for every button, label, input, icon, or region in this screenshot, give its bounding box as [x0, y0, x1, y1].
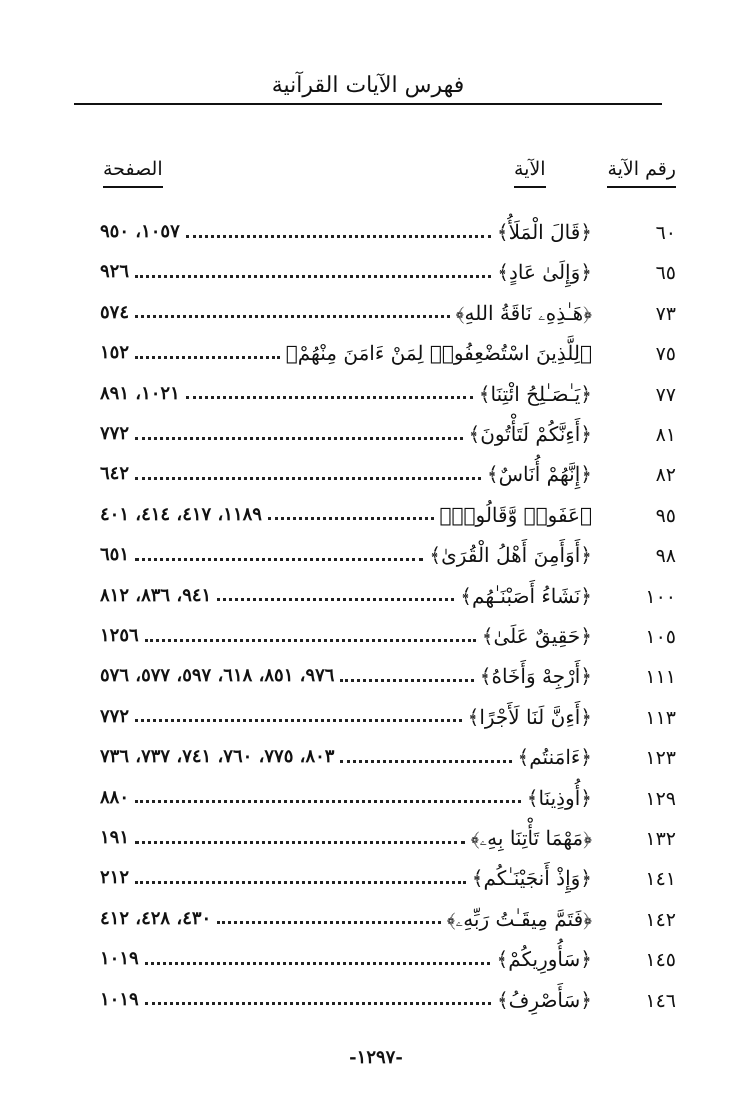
- index-row: [0, 377, 752, 417]
- index-row: [0, 579, 752, 619]
- ayah-entry: [100, 298, 592, 328]
- dot-leader: [340, 760, 511, 763]
- dot-leader: [268, 517, 434, 520]
- dot-leader: [217, 921, 441, 924]
- ayah-text: ﴿مَهْمَا تَأْتِنَا بِهِۦ﴾: [470, 826, 592, 850]
- ayah-number: ٧٧: [655, 383, 676, 406]
- ayah-number: ٨٢: [655, 464, 676, 487]
- ayah-entry: [100, 904, 592, 934]
- ayah-text: ﴿أَوَأَمِنَ أَهْلُ الْقُرَىٰ﴾: [429, 543, 592, 568]
- page-references: ١٥٢: [100, 342, 130, 364]
- page-references: ٦٥١: [100, 544, 130, 566]
- dot-leader: [135, 800, 521, 803]
- index-row: [0, 538, 752, 578]
- ayah-entry: [100, 783, 592, 813]
- ayah-text: ﴿حَقِيقٌ عَلَىٰ﴾: [481, 624, 592, 648]
- dot-leader: [217, 598, 454, 601]
- dot-leader: [135, 841, 465, 844]
- dot-leader: [135, 275, 491, 278]
- dot-leader: [186, 235, 491, 238]
- ayah-text: ﴿أُوذِينَا﴾: [526, 785, 592, 810]
- ayah-entry: [100, 863, 592, 893]
- page-references: ١٢٥٦: [100, 625, 139, 646]
- page-references: ٤٣٠، ٤٢٨، ٤١٢: [100, 907, 212, 929]
- ayah-entry: [100, 459, 592, 489]
- dot-leader: [135, 315, 450, 318]
- dot-leader: [135, 356, 280, 359]
- index-row: [0, 861, 752, 901]
- ayah-number: ١١١: [645, 666, 676, 689]
- dot-leader: [135, 477, 481, 480]
- ayah-number: ١٠٥: [645, 626, 676, 648]
- index-row: [0, 457, 752, 497]
- index-row: [0, 619, 752, 659]
- page-references: ١٩١: [100, 827, 130, 848]
- page-references: ١٠٢١، ٨٩١: [100, 382, 180, 404]
- dot-leader: [135, 719, 462, 722]
- ayah-number: ٨١: [655, 424, 676, 446]
- column-header-page: الصفحة: [103, 155, 163, 188]
- index-row: [0, 296, 752, 336]
- index-row: [0, 659, 752, 699]
- ayah-entry: [100, 379, 592, 409]
- ayah-entry: [100, 661, 592, 691]
- ayah-entry: [100, 540, 592, 570]
- index-row: [0, 781, 752, 821]
- page-references: ٥٧٤: [100, 301, 130, 323]
- dot-leader: [135, 437, 462, 440]
- page-references: ٩٧٦، ٨٥١، ٦١٨، ٥٩٧، ٥٧٧، ٥٧٦: [100, 665, 335, 687]
- ayah-entry: [100, 742, 592, 772]
- ayah-number: ٧٥: [655, 343, 676, 366]
- ayah-entry: [100, 500, 592, 530]
- page-title: فهرس الآيات القرآنية: [271, 73, 465, 98]
- ayah-text: ﴿قَالَ الْمَلَأُ﴾: [496, 220, 592, 244]
- page-references: ٨٨٠: [100, 786, 130, 808]
- ayah-text: ﴿إِنَّهُمْ أُنَاسٌ﴾: [486, 462, 592, 487]
- ayah-text: ﴿وَإِذْ أَنجَيْنَـٰكُم﴾: [471, 866, 592, 891]
- ayah-text: ﴿هَـٰذِهِۦ نَاقَةُ اللهِ﴾: [455, 300, 592, 325]
- ayah-entry: [100, 621, 592, 651]
- index-row: [0, 417, 752, 457]
- dot-leader: [145, 639, 476, 642]
- ayah-entry: [100, 702, 592, 732]
- ayah-text: ﴿فَتَمَّ مِيقَـٰتُ رَبِّهِۦ﴾: [446, 906, 592, 931]
- ayah-number: ٦٥: [655, 262, 676, 285]
- ayah-number: ١١٣: [645, 706, 676, 729]
- index-row: [0, 821, 752, 861]
- ayah-number: ١٠٠: [645, 585, 676, 608]
- ayah-number: ١٤٢: [645, 908, 676, 931]
- ayah-number: ٩٥: [655, 504, 676, 527]
- ayah-entry: [100, 823, 592, 853]
- index-row: [0, 700, 752, 740]
- ayah-text: ﴿عَفَوا۟ وَّقَالُوا۟﴾: [439, 502, 592, 527]
- page-references: ٢١٢: [100, 867, 130, 889]
- ayah-text: ﴿وَإِلَىٰ عَادٍ﴾: [497, 260, 592, 285]
- ayah-number: ١٤٥: [645, 949, 676, 972]
- ayah-number: ١٤٦: [645, 989, 676, 1012]
- index-row: [0, 902, 752, 942]
- index-row: [0, 983, 752, 1023]
- page-references: ١٠٥٧، ٩٥٠: [100, 221, 180, 242]
- page-references: ٩٢٦: [100, 261, 130, 283]
- ayah-entry: [100, 944, 592, 974]
- dot-leader: [135, 558, 423, 561]
- ayah-text: ﴿أَءِنَّكُمْ لَتَأْتُونَ﴾: [468, 422, 592, 446]
- dot-leader: [186, 396, 473, 399]
- page-references: ٩٤١، ٨٣٦، ٨١٢: [100, 584, 212, 606]
- index-row: [0, 942, 752, 982]
- ayah-entry: [100, 419, 592, 449]
- page-number: -١٢٩٧-: [349, 1047, 403, 1068]
- column-header-ayah: الآية: [514, 155, 546, 188]
- index-row: [0, 336, 752, 376]
- ayah-number: ٦٠: [655, 222, 676, 244]
- dot-leader: [145, 962, 491, 965]
- dot-leader: [135, 881, 466, 884]
- index-row: [0, 740, 752, 780]
- page-references: ٧٧٢: [100, 423, 130, 444]
- ayah-text: ﴿سَأُورِيكُمْ﴾: [496, 947, 592, 972]
- column-header-ayah-number: رقم الآية: [607, 155, 676, 188]
- ayah-text: ﴿أَرْجِهْ وَأَخَاهُ﴾: [479, 664, 592, 689]
- ayah-entry: [100, 581, 592, 611]
- ayah-number: ٩٨: [655, 545, 676, 568]
- page-references: ١١٨٩، ٤١٧، ٤١٤، ٤٠١: [100, 503, 262, 525]
- ayah-text: ﴿سَأَصْرِفُ﴾: [496, 987, 592, 1012]
- ayah-number: ١٢٣: [645, 747, 676, 770]
- ayah-number: ١٤١: [645, 868, 676, 891]
- ayah-number: ١٢٩: [645, 787, 676, 810]
- page-references: ١٠١٩: [100, 988, 139, 1010]
- ayah-text: ﴿أَءِنَّ لَنَا لَأَجْرًا﴾: [467, 704, 592, 729]
- index-row: [0, 215, 752, 255]
- page-references: ٧٧٢: [100, 705, 130, 727]
- page-references: ١٠١٩: [100, 948, 139, 970]
- ayah-text: ﴿نَشَاءُ أَصَبْنَـٰهُم﴾: [460, 583, 592, 608]
- ayah-entry: [100, 985, 592, 1015]
- title-divider: [74, 103, 662, 105]
- index-row: [0, 255, 752, 295]
- ayah-entry: [100, 338, 592, 368]
- page-references: ٦٤٢: [100, 463, 130, 485]
- ayah-text: ﴿لِلَّذِينَ اسْتُضْعِفُوا۟ لِمَنْ ءَامَنَ مِنْهُمْ﴾: [285, 341, 592, 366]
- ayah-number: ١٣٢: [645, 828, 676, 850]
- ayah-entry: [100, 257, 592, 287]
- page-references: ٨٠٣، ٧٧٥، ٧٦٠، ٧٤١، ٧٣٧، ٧٣٦: [100, 746, 335, 768]
- ayah-number: ٧٣: [655, 302, 676, 325]
- ayah-entry: [100, 217, 592, 247]
- index-row: [0, 498, 752, 538]
- ayah-text: ﴿يَـٰصَـٰلِحُ ائْتِنَا﴾: [478, 381, 592, 406]
- ayah-text: ﴿ءَامَنتُم﴾: [517, 745, 592, 770]
- dot-leader: [340, 679, 473, 682]
- dot-leader: [145, 1002, 491, 1005]
